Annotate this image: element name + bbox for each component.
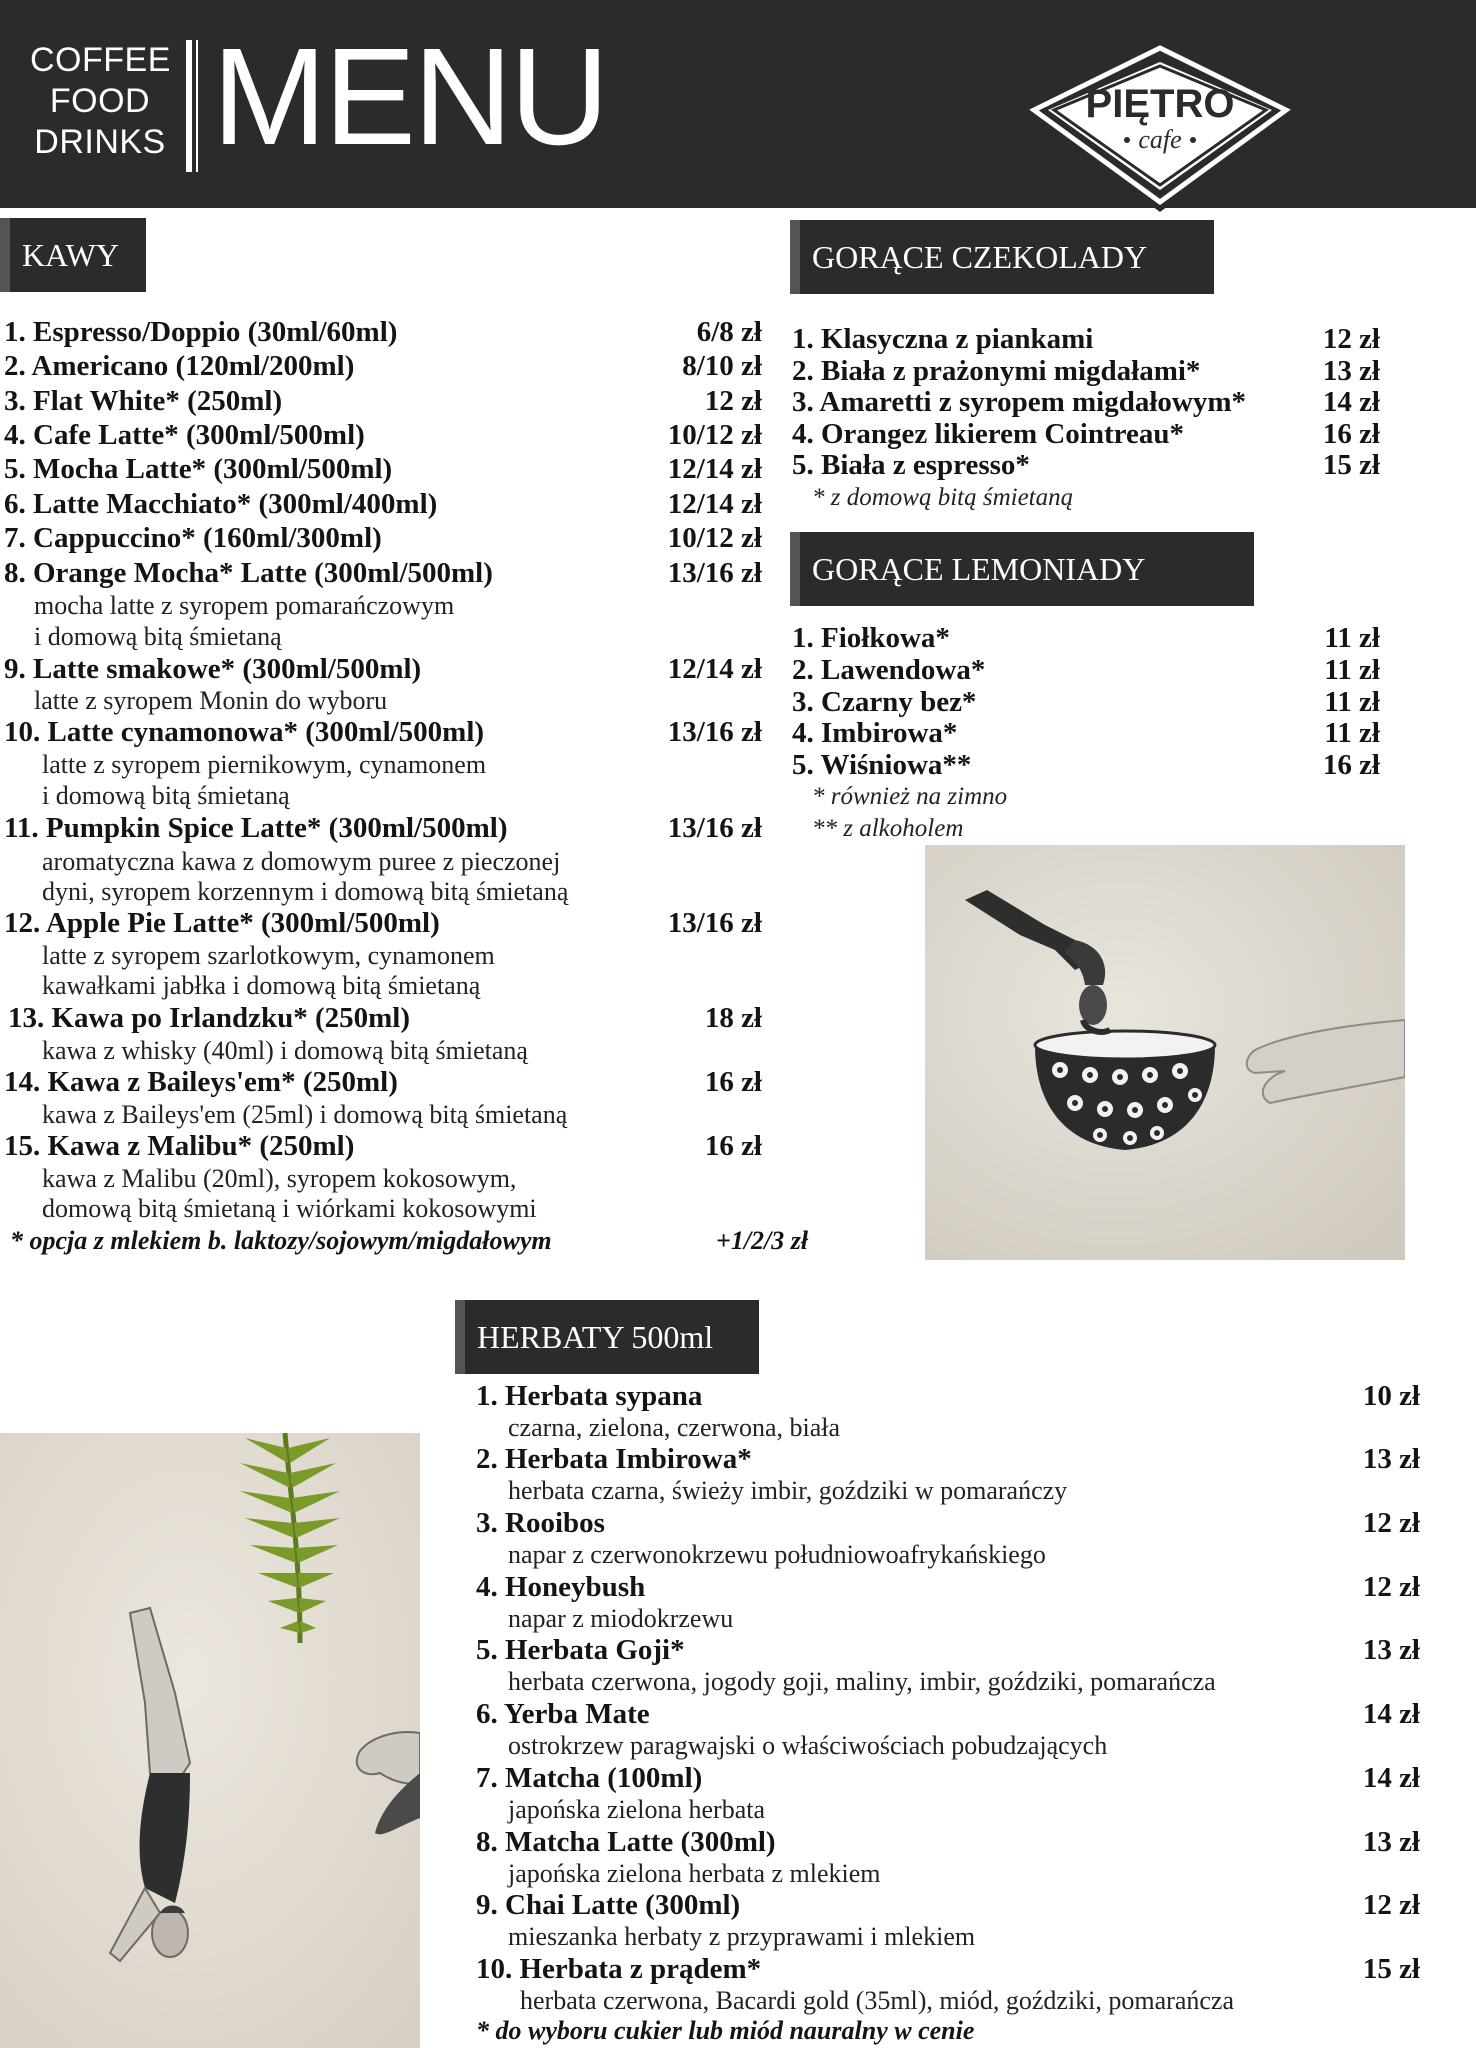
kawy-item-4: 4. Cafe Latte* (300ml/500ml): [4, 419, 365, 451]
header-sub-drinks: DRINKS: [34, 123, 166, 161]
herbaty-desc-2: herbata czarna, świeży imbir, goździki w pomarańczy: [508, 1476, 1068, 1505]
czekolady-price-3: 14 zł: [1322, 386, 1380, 418]
kawy-price-14: 16 zł: [704, 1066, 762, 1098]
kawy-price-12: 13/16 zł: [667, 907, 762, 939]
kawy-desc-10-2: i domową bitą śmietaną: [42, 781, 290, 810]
czekolady-item-1: 1. Klasyczna z piankami: [792, 323, 1094, 355]
lemoniady-item-2: 2. Lawendowa*: [792, 654, 986, 686]
kawy-desc-11-1: aromatyczna kawa z domowym puree z pieczonej: [42, 847, 561, 876]
header-subtitle: [30, 40, 170, 163]
kawy-price-5: 12/14 zł: [667, 453, 762, 485]
herbaty-desc-4: napar z miodokrzewu: [508, 1604, 734, 1633]
czekolady-item-5: 5. Biała z espresso*: [792, 449, 1030, 481]
czekolady-price-1: 12 zł: [1322, 323, 1380, 355]
herbaty-price-10: 15 zł: [1362, 1953, 1420, 1985]
lemoniady-price-4: 11 zł: [1324, 717, 1380, 749]
herbaty-item-8: 8. Matcha Latte (300ml): [476, 1826, 776, 1858]
logo-subtext: cafe: [1138, 125, 1182, 154]
kawy-price-4: 10/12 zł: [667, 419, 762, 451]
kawy-item-10: 10. Latte cynamonowa* (300ml/500ml): [4, 716, 485, 748]
header-sub-coffee: COFFEE: [30, 41, 171, 79]
section-czekolady-label: GORĄCE CZEKOLADY: [790, 220, 1214, 294]
kawy-item-2: 2. Americano (120ml/200ml): [4, 350, 355, 382]
kawy-item-15: 15. Kawa z Malibu* (250ml): [4, 1130, 355, 1162]
lemoniady-footnote-2: ** z alkoholem: [812, 815, 964, 842]
herbaty-item-2: 2. Herbata Imbirowa*: [476, 1443, 752, 1475]
header-divider-thin: [196, 40, 198, 172]
czekolady-item-2: 2. Biała z prażonymi migdałami*: [792, 355, 1201, 387]
kawy-item-14: 14. Kawa z Baileys'em* (250ml): [4, 1066, 398, 1098]
lemoniady-price-1: 11 zł: [1324, 622, 1380, 654]
kawy-desc-15-2: domową bitą śmietaną i wiórkami kokosowymi: [42, 1194, 537, 1223]
herbaty-price-3: 12 zł: [1362, 1507, 1420, 1539]
kawy-item-3: 3. Flat White* (250ml): [4, 385, 283, 417]
herbaty-price-7: 14 zł: [1362, 1762, 1420, 1794]
herbaty-price-1: 10 zł: [1362, 1380, 1420, 1412]
czekolady-price-2: 13 zł: [1322, 355, 1380, 387]
czekolady-price-5: 15 zł: [1322, 449, 1380, 481]
kawy-price-2: 8/10 zł: [682, 350, 762, 382]
herbaty-price-2: 13 zł: [1362, 1443, 1420, 1475]
czekolady-price-4: 16 zł: [1322, 418, 1380, 450]
kawy-footnote: * opcja z mlekiem b. laktozy/sojowym/migdałowym: [10, 1226, 552, 1255]
kawy-item-9: 9. Latte smakowe* (300ml/500ml): [4, 653, 422, 685]
herbaty-item-7: 7. Matcha (100ml): [476, 1762, 703, 1794]
kawy-price-7: 10/12 zł: [667, 522, 762, 554]
photo-diver-collage: [0, 1433, 420, 2048]
kawy-price-10: 13/16 zł: [667, 716, 762, 748]
herbaty-price-9: 12 zł: [1362, 1889, 1420, 1921]
herbaty-item-3: 3. Rooibos: [476, 1507, 605, 1539]
lemoniady-item-1: 1. Fiołkowa*: [792, 622, 950, 654]
czekolady-item-3: 3. Amaretti z syropem migdałowym*: [792, 386, 1247, 418]
kawy-price-8: 13/16 zł: [667, 557, 762, 589]
lemoniady-price-2: 11 zł: [1324, 654, 1380, 686]
section-lemoniady-label: GORĄCE LEMONIADY: [790, 532, 1254, 606]
kawy-desc-12-2: kawałkami jabłka i domową bitą śmietaną: [42, 971, 481, 1000]
page-title: MENU: [212, 20, 607, 174]
herbaty-desc-5: herbata czerwona, jogody goji, maliny, imbir, goździki, pomarańcza: [508, 1667, 1216, 1696]
herbaty-item-10: 10. Herbata z prądem*: [476, 1953, 762, 1985]
kawy-desc-9-1: latte z syropem Monin do wyboru: [34, 686, 388, 715]
herbaty-desc-1: czarna, zielona, czerwona, biała: [508, 1413, 841, 1442]
kawy-price-6: 12/14 zł: [667, 488, 762, 520]
kawy-item-5: 5. Mocha Latte* (300ml/500ml): [4, 453, 393, 485]
kawy-price-15: 16 zł: [704, 1130, 762, 1162]
herbaty-footnote: * do wyboru cukier lub miód nauralny w cenie: [476, 2016, 975, 2045]
kawy-item-7: 7. Cappuccino* (160ml/300ml): [4, 522, 382, 554]
header-divider: [186, 40, 192, 172]
lemoniady-item-3: 3. Czarny bez*: [792, 686, 977, 718]
kawy-desc-14-1: kawa z Baileys'em (25ml) i domową bitą śmietaną: [42, 1100, 568, 1129]
lemoniady-price-5: 16 zł: [1322, 749, 1380, 781]
kawy-item-1: 1. Espresso/Doppio (30ml/60ml): [4, 316, 398, 348]
kawy-item-13: 13. Kawa po Irlandzku* (250ml): [8, 1002, 411, 1034]
kawy-price-11: 13/16 zł: [667, 812, 762, 844]
herbaty-item-9: 9. Chai Latte (300ml): [476, 1889, 741, 1921]
herbaty-desc-6: ostrokrzew paragwajski o właściwościach pobudzających: [508, 1731, 1108, 1760]
header-sub-food: FOOD: [49, 82, 151, 120]
kawy-footnote-price: +1/2/3 zł: [716, 1226, 809, 1255]
herbaty-desc-10: herbata czerwona, Bacardi gold (35ml), miód, goździki, pomarańcza: [520, 1986, 1234, 2015]
herbaty-price-5: 13 zł: [1362, 1634, 1420, 1666]
logo-text: PIĘTRO: [1085, 82, 1235, 126]
herbaty-item-5: 5. Herbata Goji*: [476, 1634, 685, 1666]
kawy-item-6: 6. Latte Macchiato* (300ml/400ml): [4, 488, 438, 520]
herbaty-item-1: 1. Herbata sypana: [476, 1380, 703, 1412]
kawy-desc-11-2: dyni, syropem korzennym i domową bitą śmietaną: [42, 877, 569, 906]
kawy-price-3: 12 zł: [704, 385, 762, 417]
kawy-desc-8-1: mocha latte z syropem pomarańczowym: [34, 591, 455, 620]
section-herbaty-label: HERBATY 500ml: [455, 1300, 759, 1374]
lemoniady-price-3: 11 zł: [1324, 686, 1380, 718]
kawy-item-11: 11. Pumpkin Spice Latte* (300ml/500ml): [4, 812, 508, 844]
herbaty-desc-8: japońska zielona herbata z mlekiem: [508, 1859, 881, 1888]
herbaty-desc-7: japońska zielona herbata: [508, 1795, 765, 1824]
section-kawy-label: KAWY: [0, 218, 146, 292]
kawy-item-12: 12. Apple Pie Latte* (300ml/500ml): [4, 907, 440, 939]
kawy-price-9: 12/14 zł: [667, 653, 762, 685]
herbaty-desc-9: mieszanka herbaty z przyprawami i mlekiem: [508, 1922, 976, 1951]
kawy-desc-10-1: latte z syropem piernikowym, cynamonem: [42, 750, 487, 779]
herbaty-item-4: 4. Honeybush: [476, 1571, 646, 1603]
lemoniady-item-5: 5. Wiśniowa**: [792, 749, 972, 781]
herbaty-item-6: 6. Yerba Mate: [476, 1698, 650, 1730]
herbaty-desc-3: napar z czerwonokrzewu południowoafrykańskiego: [508, 1540, 1046, 1569]
kawy-desc-15-1: kawa z Malibu (20ml), syropem kokosowym,: [42, 1164, 517, 1193]
lemoniady-item-4: 4. Imbirowa*: [792, 717, 958, 749]
kawy-price-1: 6/8 zł: [696, 316, 762, 348]
kawy-desc-8-2: i domową bitą śmietaną: [34, 622, 282, 651]
kawy-desc-13-1: kawa z whisky (40ml) i domową bitą śmietaną: [42, 1036, 528, 1065]
lemoniady-footnote-1: * również na zimno: [812, 783, 1008, 810]
logo-diamond-icon: [1010, 0, 1310, 230]
kawy-item-8: 8. Orange Mocha* Latte (300ml/500ml): [4, 557, 493, 589]
kawy-price-13: 18 zł: [704, 1002, 762, 1034]
czekolady-item-4: 4. Orangez likierem Cointreau*: [792, 418, 1184, 450]
herbaty-price-4: 12 zł: [1362, 1571, 1420, 1603]
kawy-desc-12-1: latte z syropem szarlotkowym, cynamonem: [42, 941, 495, 970]
photo-cup-collage: [925, 845, 1405, 1260]
czekolady-footnote: * z domową bitą śmietaną: [812, 484, 1074, 511]
herbaty-price-6: 14 zł: [1362, 1698, 1420, 1730]
herbaty-price-8: 13 zł: [1362, 1826, 1420, 1858]
